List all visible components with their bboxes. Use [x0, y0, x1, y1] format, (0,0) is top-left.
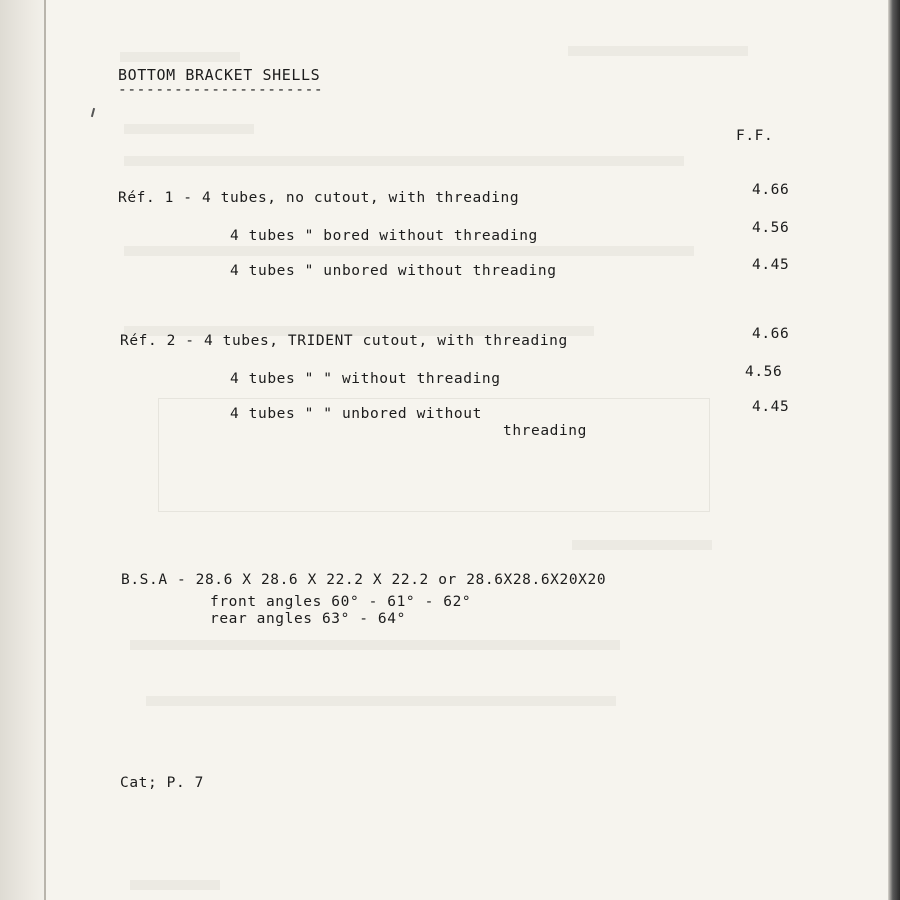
bsa-rear-angles: rear angles 63° - 64° — [210, 611, 406, 627]
page-right-shadow — [888, 0, 900, 900]
bleed-through-mark — [130, 640, 620, 650]
bleed-through-mark — [572, 540, 712, 550]
heading-underline: ---------------------- — [118, 82, 324, 98]
bleed-through-mark — [130, 880, 220, 890]
ref2-line2-price: 4.56 — [745, 364, 783, 380]
bleed-through-mark — [124, 246, 694, 256]
bleed-through-mark — [120, 52, 240, 62]
bsa-dimensions: B.S.A - 28.6 X 28.6 X 22.2 X 22.2 or 28.6X28.6X20X20 — [121, 572, 607, 588]
bleed-through-mark — [568, 46, 748, 56]
ref1-line1-price: 4.66 — [752, 182, 790, 198]
ref2-line1: Réf. 2 - 4 tubes, TRIDENT cutout, with threading — [120, 333, 568, 349]
ref2-line3-price: 4.45 — [752, 399, 790, 415]
ref2-line3-continuation: threading — [503, 423, 587, 439]
ref1-line2: 4 tubes " bored without threading — [230, 228, 538, 244]
ref1-line2-price: 4.56 — [752, 220, 790, 236]
page-fold-line — [44, 0, 46, 900]
page-binding-shadow — [0, 0, 46, 900]
ref1-line3-price: 4.45 — [752, 257, 790, 273]
ref2-line2: 4 tubes " " without threading — [230, 371, 501, 387]
bleed-through-mark — [146, 696, 616, 706]
bleed-through-mark — [124, 156, 684, 166]
bsa-front-angles: front angles 60° - 61° - 62° — [210, 594, 472, 610]
catalog-page-reference: Cat; P. 7 — [120, 775, 204, 791]
bleed-through-mark — [124, 124, 254, 134]
ref1-line1: Réf. 1 - 4 tubes, no cutout, with threading — [118, 190, 520, 206]
pen-mark — [91, 108, 95, 117]
ref1-line3: 4 tubes " unbored without threading — [230, 263, 557, 279]
price-column-header: F.F. — [736, 128, 774, 144]
ref2-line3: 4 tubes " " unbored without — [230, 406, 482, 422]
ref2-line1-price: 4.66 — [752, 326, 790, 342]
page-heading: BOTTOM BRACKET SHELLS — [118, 66, 321, 84]
